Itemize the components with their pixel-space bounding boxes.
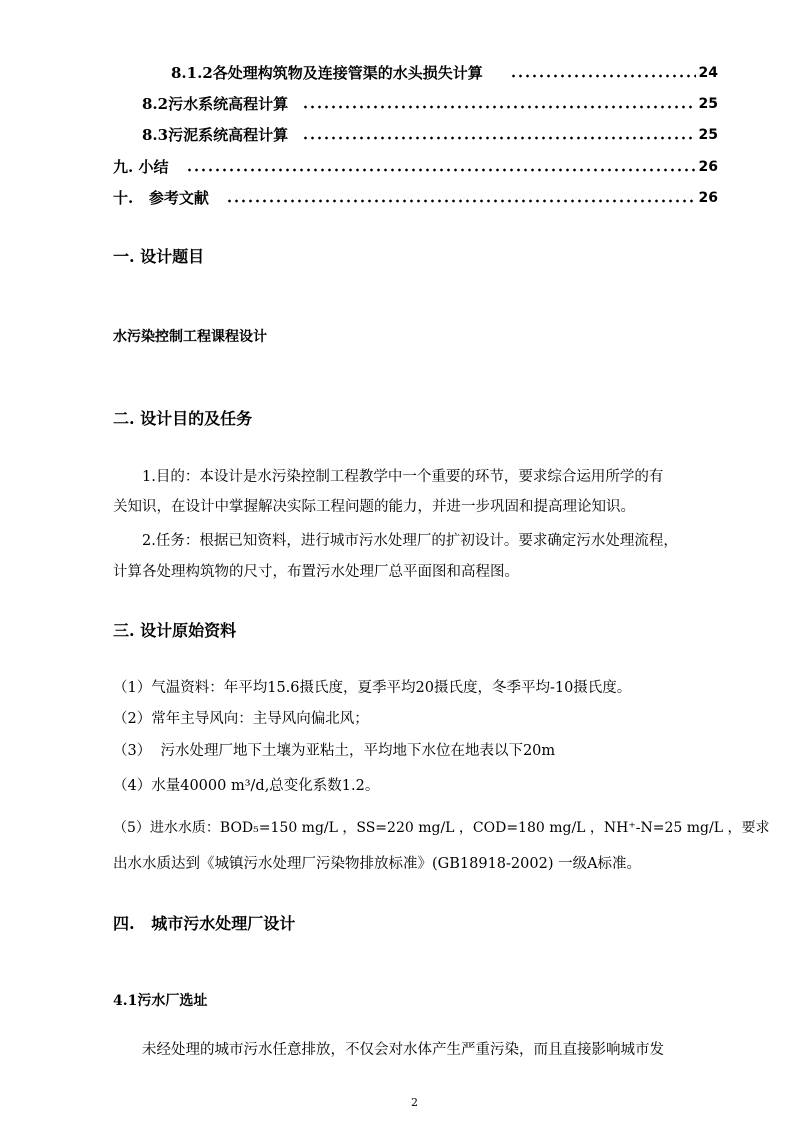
paragraph-line: 计算各处理构筑物的尺寸，布置污水处理厂总平面图和高程图。 [113,564,519,580]
list-item: （1）气温资料：年平均15.6摄氏度，夏季平均20摄氏度，冬季平均-10摄氏度。 [113,680,632,696]
toc-leader-dots [226,199,696,203]
toc-entry[interactable] [0,188,794,208]
subsection-heading: 4.1污水厂选址 [113,993,208,1009]
toc-entry-label: 8.2污水系统高程计算 [142,95,289,113]
paragraph-line: 1.目的：本设计是水污染控制工程教学中一个重要的环节，要求综合运用所学的有 [142,469,664,485]
list-item: （4）水量40000 m³/d,总变化系数1.2。 [113,778,380,794]
toc-leader-dots [302,136,696,140]
list-item: 出水水质达到《城镇污水处理厂污染物排放标准》(GB18918-2002) 一级A标准。 [113,856,642,872]
paragraph-line: 2.任务：根据已知资料，进行城市污水处理厂的扩初设计。要求确定污水处理流程， [142,533,678,549]
toc-entry-page: 26 [698,159,718,175]
paragraph-line: 未经处理的城市污水任意排放，不仅会对水体产生严重污染，而且直接影响城市发 [142,1042,664,1058]
section-heading: 一. 设计题目 [113,247,205,266]
toc-entry[interactable] [0,157,794,177]
design-title: 水污染控制工程课程设计 [113,329,267,345]
page-number: 2 [411,1096,418,1109]
paragraph-line: 关知识，在设计中掌握解决实际工程问题的能力，并进一步巩固和提高理论知识。 [113,499,635,515]
toc-entry-page: 26 [698,190,718,206]
toc-entry-page: 24 [698,65,718,81]
toc-entry-label: 8.3污泥系统高程计算 [142,126,289,144]
section-heading: 三. 设计原始资料 [113,621,237,640]
toc-leader-dots [302,105,696,109]
toc-entry-label: 十. 参考文献 [113,189,209,207]
list-item: （5）进水水质：BOD₅=150 mg/L ，SS=220 mg/L ，COD=180 mg/L ，NH⁺-N=25 mg/L ，要求 [113,820,770,836]
toc-entry[interactable] [0,125,794,145]
toc-leader-dots [186,168,696,172]
toc-entry[interactable] [0,63,794,83]
section-heading: 二. 设计目的及任务 [113,409,253,428]
toc-entry-label: 九. 小结 [113,158,169,176]
toc-entry-label: 8.1.2各处理构筑物及连接管渠的水头损失计算 [171,64,483,82]
list-item: （3） 污水处理厂地下土壤为亚粘土，平均地下水位在地表以下20m [113,743,556,759]
section-heading: 四. 城市污水处理厂设计 [113,914,296,933]
toc-leader-dots [510,74,696,78]
toc-entry[interactable] [0,94,794,114]
list-item: （2）常年主导风向：主导风向偏北风； [113,711,369,727]
toc-entry-page: 25 [698,96,718,112]
toc-entry-page: 25 [698,127,718,143]
